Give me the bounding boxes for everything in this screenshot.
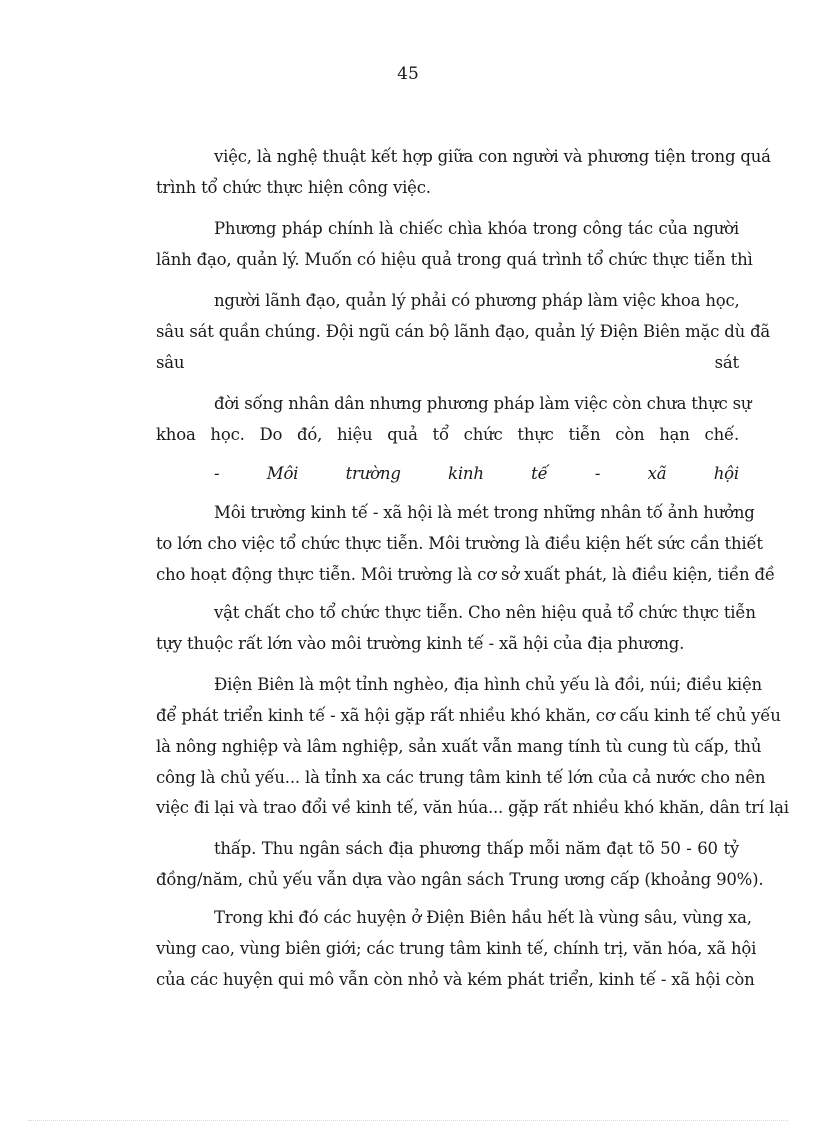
text-line: lãnh đạo, quản lý. Muốn có hiệu quả trong quá trình tổ chức thực tiễn thì: [156, 250, 753, 269]
text-line: người lãnh đạo, quản lý phải có phương pháp làm việc khoa học,: [214, 291, 740, 310]
text-line: to lớn cho việc tổ chức thực tiễn. Môi trường là điều kiện hết sức cần thiết: [156, 534, 763, 553]
text-line: việc, là nghệ thuật kết hợp giữa con người và phương tiện trong quá: [214, 147, 771, 166]
text-line: Phương pháp chính là chiếc chìa khóa trong công tác của người: [214, 219, 739, 238]
section-heading: - Môi trường kinh tế - xã hội: [214, 464, 739, 483]
text-line: việc đi lại và trao đổi về kinh tế, văn húa... gặp rất nhiều khó khăn, dân trí lại: [156, 798, 789, 817]
text-line: đời sống nhân dân nhưng phương pháp làm việc còn chưa thực sự: [214, 394, 752, 413]
text-fragment: sâu: [156, 353, 185, 372]
text-line: thấp. Thu ngân sách địa phương thấp mỗi năm đạt tõ 50 - 60 tỷ: [214, 839, 739, 858]
text-line: của các huyện qui mô vẫn còn nhỏ và kém phát triển, kinh tế - xã hội còn: [156, 970, 755, 989]
text-line: khoa học. Do đó, hiệu quả tổ chức thực tiễn còn hạn chế.: [156, 425, 739, 444]
text-line: Môi trường kinh tế - xã hội là mét trong những nhân tố ảnh hưởng: [214, 503, 755, 522]
text-line: cho hoạt động thực tiễn. Môi trường là cơ sở xuất phát, là điều kiện, tiền đề: [156, 565, 775, 584]
text-fragment: sát: [714, 353, 739, 372]
text-line: là nông nghiệp và lâm nghiệp, sản xuất vẫn mang tính tù cung tù cấp, thủ: [156, 737, 762, 756]
text-line: vật chất cho tổ chức thực tiễn. Cho nên hiệu quả tổ chức thực tiễn: [214, 603, 756, 622]
text-line: Điện Biên là một tỉnh nghèo, địa hình chủ yếu là đồi, núi; điều kiện: [214, 675, 762, 694]
page-bottom-border: [28, 1120, 788, 1121]
text-line: đồng/năm, chủ yếu vẫn dựa vào ngân sách Trung ương cấp (khoảng 90%).: [156, 870, 764, 889]
text-line: Trong khi đó các huyện ở Điện Biên hầu hết là vùng sâu, vùng xa,: [214, 908, 752, 927]
text-line: vùng cao, vùng biên giới; các trung tâm kinh tế, chính trị, văn hóa, xã hội: [156, 939, 757, 958]
text-line: công là chủ yếu... là tỉnh xa các trung tâm kinh tế lớn của cả nước cho nên: [156, 768, 766, 787]
text-line: để phát triển kinh tế - xã hội gặp rất nhiều khó khăn, cơ cấu kinh tế chủ yếu: [156, 706, 781, 725]
text-line: tựy thuộc rất lớn vào môi trường kinh tế - xã hội của địa phương.: [156, 634, 685, 653]
text-line: trình tổ chức thực hiện công việc.: [156, 178, 431, 197]
page-number: 45: [397, 64, 419, 84]
text-line: sâu sát quần chúng. Đội ngũ cán bộ lãnh đạo, quản lý Điện Biên mặc dù đã: [156, 322, 771, 341]
